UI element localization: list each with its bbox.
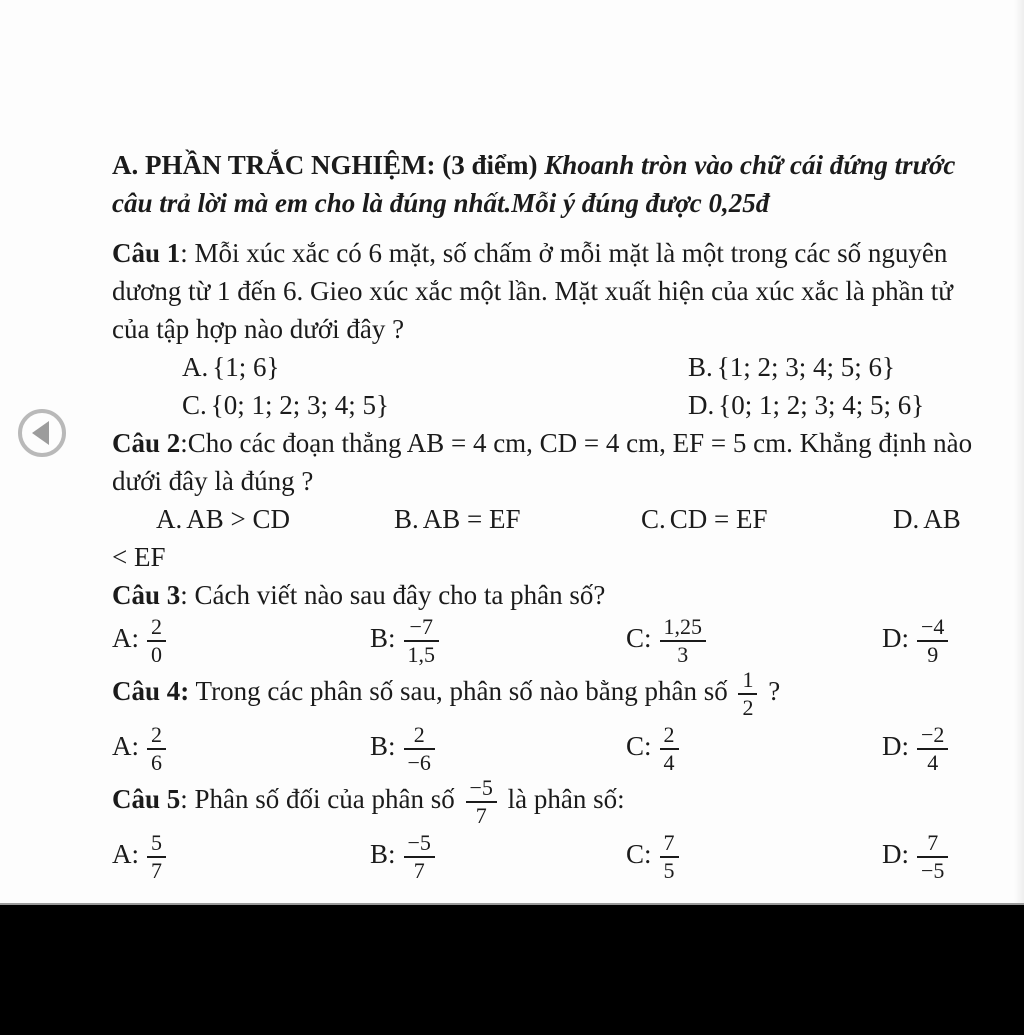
option-c: C. {0; 1; 2; 3; 4; 5} xyxy=(182,390,389,420)
question-3-title xyxy=(112,576,980,614)
option-b: B: $\frac{-5}{7}$ xyxy=(370,831,626,883)
question-2-title xyxy=(112,424,980,500)
fraction: $\frac{7}{5}$ xyxy=(660,831,679,883)
fraction: $\frac{2}{-6}$ xyxy=(404,723,435,775)
question-text: : Phân số đối của phân số xyxy=(180,784,462,815)
option-c: C. CD = EF xyxy=(641,504,768,534)
option-d: D. AB xyxy=(893,504,961,534)
option-b: B: $\frac{2}{-6}$ xyxy=(370,723,626,775)
fraction: $\frac{2}{4}$ xyxy=(660,723,679,775)
option-a: A. AB > CD xyxy=(156,504,290,534)
section-heading xyxy=(112,146,980,222)
question-3-options xyxy=(112,614,980,668)
back-button[interactable] xyxy=(18,409,66,457)
option-a: A: $\frac{5}{7}$ xyxy=(112,831,370,883)
option-c: C: $\frac{1,25}{3}$ xyxy=(626,615,882,667)
option-a: A: $\frac{2}{0}$ xyxy=(112,615,370,667)
question-text: : Mỗi xúc xắc có 6 mặt, số chấm ở mỗi mặt là một trong các số nguyên dương từ 1 đến 6. Gieo xúc xắc một lần. Mặt xuất hiện của xúc xắc là phần tử của tập hợp nào dưới đây ? xyxy=(112,238,953,344)
question-1-title xyxy=(112,234,980,348)
fraction: $\frac{-5}{7}$ xyxy=(466,776,497,828)
fraction: $\frac{-7}{1,5}$ xyxy=(404,615,440,667)
question-4-options xyxy=(112,722,980,776)
question-text-suffix: là phân số: xyxy=(500,784,625,815)
fraction: $\frac{-2}{4}$ xyxy=(917,723,948,775)
question-label: Câu 4: xyxy=(112,676,190,707)
letterbox-bottom xyxy=(0,905,1024,1035)
fraction: $\frac{7}{-5}$ xyxy=(917,831,948,883)
option-d: D: $\frac{7}{-5}$ xyxy=(882,831,980,883)
option-b: B: $\frac{-7}{1,5}$ xyxy=(370,615,626,667)
option-a: A. {1; 6} xyxy=(182,352,280,382)
question-text-suffix: ? xyxy=(761,676,781,707)
question-text: : Cách viết nào sau đây cho ta phân số? xyxy=(180,580,606,610)
fraction: $\frac{2}{6}$ xyxy=(147,723,166,775)
fraction: $\frac{5}{7}$ xyxy=(147,831,166,883)
option-b: B. AB = EF xyxy=(394,504,521,534)
question-2-options xyxy=(112,500,980,538)
question-2-option-d-wrap: < EF xyxy=(112,542,166,572)
left-arrow-icon xyxy=(32,421,49,445)
option-b: B. {1; 2; 3; 4; 5; 6} xyxy=(688,352,895,382)
option-d: D: $\frac{-2}{4}$ xyxy=(882,723,980,775)
fraction: $\frac{1,25}{3}$ xyxy=(660,615,707,667)
section-heading-bold: A. PHẦN TRẮC NGHIỆM: (3 điểm) xyxy=(112,150,545,180)
fraction: $\frac{-5}{7}$ xyxy=(404,831,435,883)
section-heading-italic: Khoanh tròn vào chữ cái đứng trước câu trả lời mà em cho là đúng nhất.Mỗi ý đúng được 0,25đ xyxy=(112,150,956,218)
document-content xyxy=(112,146,980,884)
question-label: Câu 2 xyxy=(112,428,181,458)
option-d: D. {0; 1; 2; 3; 4; 5; 6} xyxy=(688,390,925,420)
fraction: $\frac{2}{0}$ xyxy=(147,615,166,667)
option-d: D: $\frac{-4}{9}$ xyxy=(882,615,980,667)
fraction: $\frac{1}{2}$ xyxy=(738,668,757,720)
option-a: A: $\frac{2}{6}$ xyxy=(112,723,370,775)
question-label: Câu 3 xyxy=(112,580,181,610)
option-c: C: $\frac{7}{5}$ xyxy=(626,831,882,883)
question-text: :Cho các đoạn thẳng AB = 4 cm, CD = 4 cm, EF = 5 cm. Khẳng định nào dưới đây là đúng ? xyxy=(112,428,973,496)
question-1-options xyxy=(112,348,980,424)
question-label: Câu 5 xyxy=(112,784,181,815)
question-label: Câu 1 xyxy=(112,238,181,268)
page-edge-shadow xyxy=(1014,0,1024,903)
option-c: C: $\frac{2}{4}$ xyxy=(626,723,882,775)
question-text: Trong các phân số sau, phân số nào bằng phân số xyxy=(189,676,735,707)
question-5-options xyxy=(112,830,980,884)
question-5-title xyxy=(112,776,980,830)
question-4-title xyxy=(112,668,980,722)
fraction: $\frac{-4}{9}$ xyxy=(917,615,948,667)
